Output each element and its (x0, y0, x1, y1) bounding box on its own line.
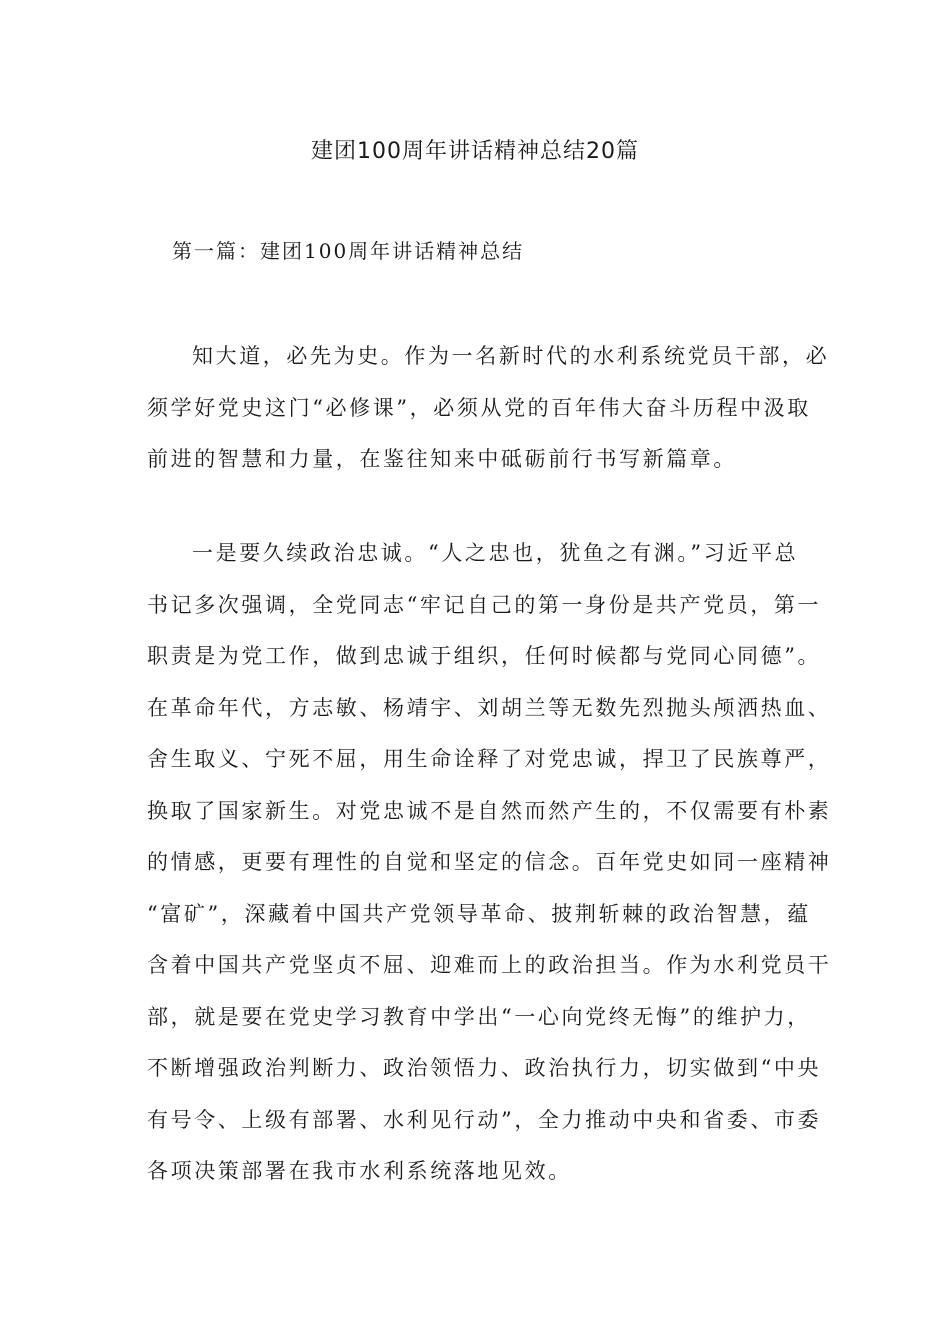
paragraph-line: 舍生取义、宁死不屈，用生命诠释了对党忠诚，捍卫了民族尊严， (147, 747, 832, 771)
paragraph-line: 一是要久续政治忠诚。“人之忠也，犹鱼之有渊。”习近平总 (192, 541, 799, 565)
paragraph-line: “富矿”，深藏着中国共产党领导革命、披荆斩棘的政治智慧，蕴 (147, 901, 811, 926)
paragraph-line: 的情感，更要有理性的自觉和坚定的信念。百年党史如同一座精神 (147, 850, 832, 874)
paragraph-line: 须学好党史这门“必修课”，必须从党的百年伟大奋斗历程中汲取 (147, 395, 811, 420)
paragraph-line: 换取了国家新生。对党忠诚不是自然而然产生的，不仅需要有朴素 (147, 798, 832, 823)
document-title: 建团100周年讲话精神总结20篇 (311, 139, 639, 164)
paragraph-line: 在革命年代，方志敏、杨靖宇、刘胡兰等无数先烈抛头颅洒热血、 (147, 695, 832, 720)
paragraph-line: 含着中国共产党坚贞不屈、迎难而上的政治担当。作为水利党员干 (147, 953, 832, 977)
paragraph-line: 前进的智慧和力量，在鉴往知来中砥砺前行书写新篇章。 (147, 447, 737, 471)
paragraph-line: 有号令、上级有部署、水利见行动”，全力推动中央和省委、市委 (147, 1107, 822, 1132)
paragraph-line: 知大道，必先为史。作为一名新时代的水利系统党员干部，必 (192, 344, 830, 368)
paragraph-line: 部，就是要在党史学习教育中学出“一心向党终无悔”的维护力， (147, 1004, 811, 1029)
paragraph-line: 书记多次强调，全党同志“牢记自己的第一身份是共产党员，第一 (147, 592, 822, 617)
paragraph-political-loyalty (147, 528, 832, 1198)
paragraph-line: 职责是为党工作，做到忠诚于组织，任何时候都与党同心同德”。 (147, 644, 822, 668)
section-heading: 第一篇：建团100周年讲话精神总结 (172, 239, 525, 263)
paragraph-line: 各项决策部署在我市水利系统落地见效。 (147, 1159, 572, 1183)
paragraph-intro (147, 331, 830, 486)
paragraph-line: 不断增强政治判断力、政治领悟力、政治执行力，切实做到“中央 (147, 1056, 822, 1080)
